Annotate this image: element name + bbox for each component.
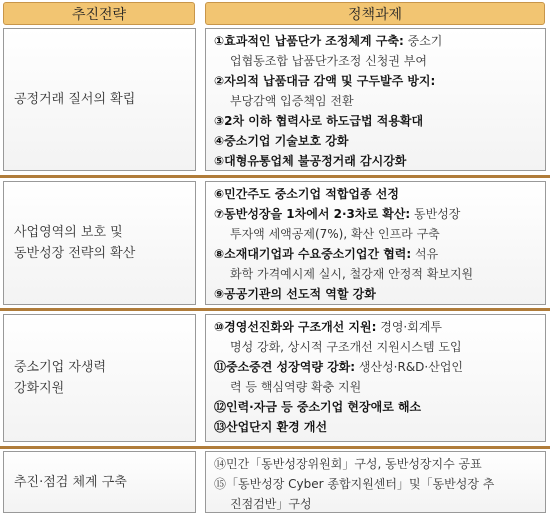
policy-item-continuation: 진점검반」구성 bbox=[230, 497, 312, 511]
section-divider bbox=[0, 308, 550, 311]
strategy-cell bbox=[3, 181, 196, 305]
strategy-cell bbox=[3, 451, 196, 513]
policy-item-continuation: 업협동조합 납품단가조정 신청권 부여 bbox=[230, 54, 427, 68]
policy-cell bbox=[205, 181, 546, 305]
policy-item: ①효과적인 납품단가 조정체계 구축: 중소기 bbox=[214, 34, 443, 48]
strategy-label: 사업영역의 보호 및 동반성장 전략의 확산 bbox=[14, 225, 136, 261]
strategy-cell bbox=[3, 28, 196, 171]
policy-item: ⑧소재대기업과 수요중소기업간 협력: 석유 bbox=[214, 247, 439, 261]
policy-item-continuation: 화학 가격예시제 실시, 철강재 안정적 확보지원 bbox=[230, 267, 474, 281]
policy-item: ③2차 이하 협력사로 하도급법 적용확대 bbox=[214, 114, 424, 128]
policy-item: ⑦동반성장을 1차에서 2·3차로 확산: 동반성장 bbox=[214, 207, 461, 221]
policy-item: ⑫인력·자금 등 중소기업 현장애로 해소 bbox=[214, 400, 422, 414]
policy-item: ⑩경영선진화와 구조개선 지원: 경영·회계투 bbox=[214, 320, 443, 334]
policy-item: ⑥민간주도 중소기업 적합업종 선정 bbox=[214, 187, 399, 201]
policy-item: ④중소기업 기술보호 강화 bbox=[214, 134, 349, 148]
policy-item-continuation: 명성 강화, 상시적 구조개선 지원시스템 도입 bbox=[230, 340, 462, 354]
strategy-cell bbox=[3, 314, 196, 442]
section-divider bbox=[0, 175, 550, 178]
strategy-column-header: 추진전략 bbox=[3, 2, 195, 25]
section-divider bbox=[0, 446, 550, 449]
policy-column-header: 정책과제 bbox=[205, 2, 545, 25]
policy-item-continuation: 력 등 핵심역량 확충 지원 bbox=[230, 380, 362, 394]
policy-item: ⑮「동반성장 Cyber 종합지원센터」및「동반성장 추 bbox=[214, 477, 495, 491]
policy-item: ⑤대형유통업체 불공정거래 감시강화 bbox=[214, 154, 407, 168]
strategy-label: 중소기업 자생력 강화지원 bbox=[14, 360, 107, 396]
policy-item-continuation: 투자액 세액공제(7%), 확산 인프라 구축 bbox=[230, 227, 440, 241]
policy-item: ⑬산업단지 환경 개선 bbox=[214, 420, 328, 434]
policy-item: ⑪중소중견 성장역량 강화: 생산성·R&D·산업인 bbox=[214, 360, 464, 374]
policy-item-continuation: 부당감액 입증책임 전환 bbox=[230, 94, 354, 108]
policy-cell bbox=[205, 28, 546, 171]
policy-cell bbox=[205, 451, 546, 513]
policy-item: ⑨공공기관의 선도적 역할 강화 bbox=[214, 287, 376, 301]
policy-item: ⑭민간「동반성장위원회」구성, 동반성장지수 공표 bbox=[214, 457, 482, 471]
strategy-label: 추진·점검 체계 구축 bbox=[14, 474, 127, 490]
policy-cell bbox=[205, 314, 546, 442]
strategy-label: 공정거래 질서의 확립 bbox=[14, 92, 136, 107]
policy-item: ②자의적 납품대금 감액 및 구두발주 방지: bbox=[214, 74, 436, 88]
